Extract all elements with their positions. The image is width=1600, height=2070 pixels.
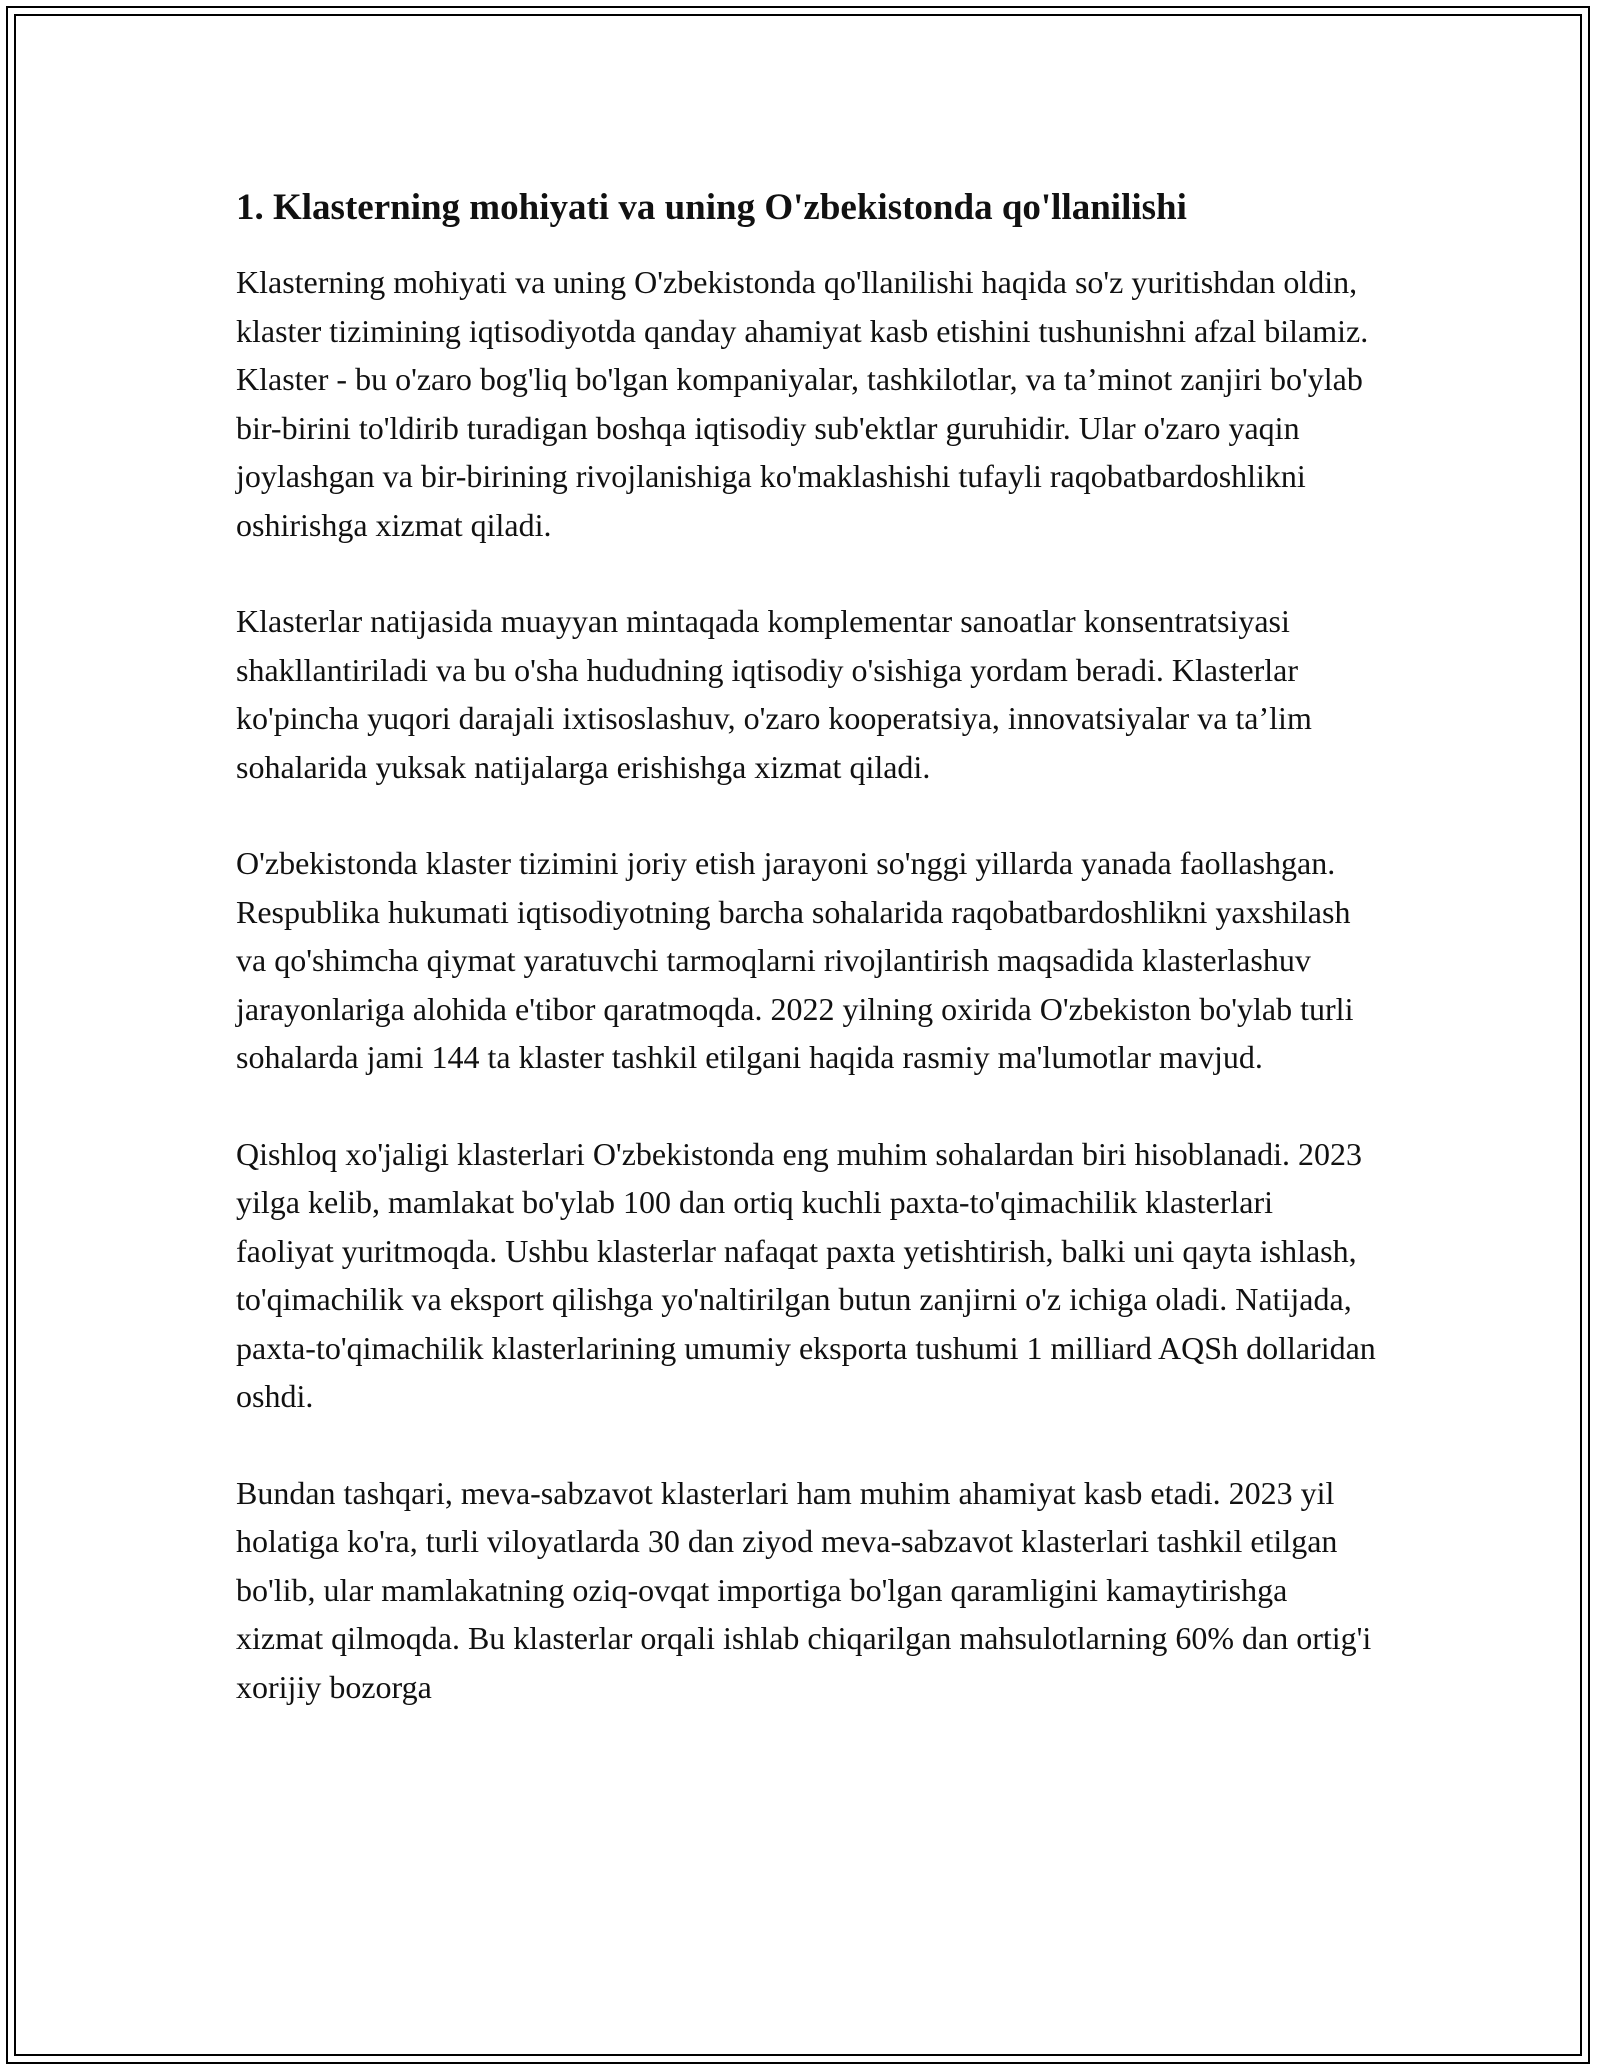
paragraph-cluster-benefits: Klasterlar natijasida muayyan mintaqada komplementar sanoatlar konsentratsiyasi shakllantiriladi va bu o'sha hududning iqtisodiy o'sishiga yordam beradi. Klasterlar ko'pincha yuqori darajali ixtisoslashuv, o'zaro kooperatsiya, innovatsiyalar va ta’lim sohalarida yuksak natijalarga erishishga xizmat qiladi.	[236, 603, 1312, 785]
section-heading: 1. Klasterning mohiyati va uning O'zbekistonda qo'llanilishi	[236, 187, 1187, 228]
paragraph-agriculture-clusters: Qishloq xo'jaligi klasterlari O'zbekistonda eng muhim sohalardan biri hisoblanadi. 2023 yilga kelib, mamlakat bo'ylab 100 dan ortiq kuchli paxta-to'qimachilik klasterlari faoliyat yuritmoqda. Ushbu klasterlar nafaqat paxta yetishtirish, balki uni qayta ishlash, to'qimachilik va eksport qilishga yo'naltirilgan butun zanjirni o'z ichiga oladi. Natijada, paxta-to'qimachilik klasterlarining umumiy eksporta tushumi 1 milliard AQSh dollaridan oshdi.	[236, 1135, 1376, 1415]
document-content	[236, 186, 1376, 1759]
paragraph-uzbekistan-clusters: O'zbekistonda klaster tizimini joriy etish jarayoni so'nggi yillarda yanada faollashgan. Respublika hukumati iqtisodiyotning barcha sohalarida raqobatbardoshlikni yaxshilash va qo'shimcha qiymat yaratuvchi tarmoqlarni rivojlantirish maqsadida klasterlashuv jarayonlariga alohida e'tibor qaratmoqda. 2022 yilning oxirida O'zbekiston bo'ylab turli sohalarda jami 144 ta klaster tashkil etilgani haqida rasmiy ma'lumotlar mavjud.	[236, 845, 1354, 1076]
paragraph-cluster-definition: Klasterning mohiyati va uning O'zbekistonda qo'llanilishi haqida so'z yuritishdan oldin, klaster tizimining iqtisodiyotda qanday ahamiyat kasb etishini tushunishni afzal bilamiz. Klaster - bu o'zaro bog'liq bo'lgan kompaniyalar, tashkilotlar, va ta’minot zanjiri bo'ylab bir-birini to'ldirib turadigan boshqa iqtisodiy sub'ektlar guruhidir. Ular o'zaro yaqin joylashgan va bir-birining rivojlanishiga ko'maklashishi tufayli raqobatbardoshlikni oshirishga xizmat qiladi.	[236, 264, 1369, 543]
paragraph-fruit-vegetable-clusters: Bundan tashqari, meva-sabzavot klasterlari ham muhim ahamiyat kasb etadi. 2023 yil holatiga ko'ra, turli viloyatlarda 30 dan ziyod meva-sabzavot klasterlari tashkil etilgan bo'lib, ular mamlakatning oziq-ovqat importiga bo'lgan qaramligini kamaytirishga xizmat qilmoqda. Bu klasterlar orqali ishlab chiqarilgan mahsulotlarning 60% dan ortig'i xorijiy bozorga	[236, 1474, 1372, 1705]
